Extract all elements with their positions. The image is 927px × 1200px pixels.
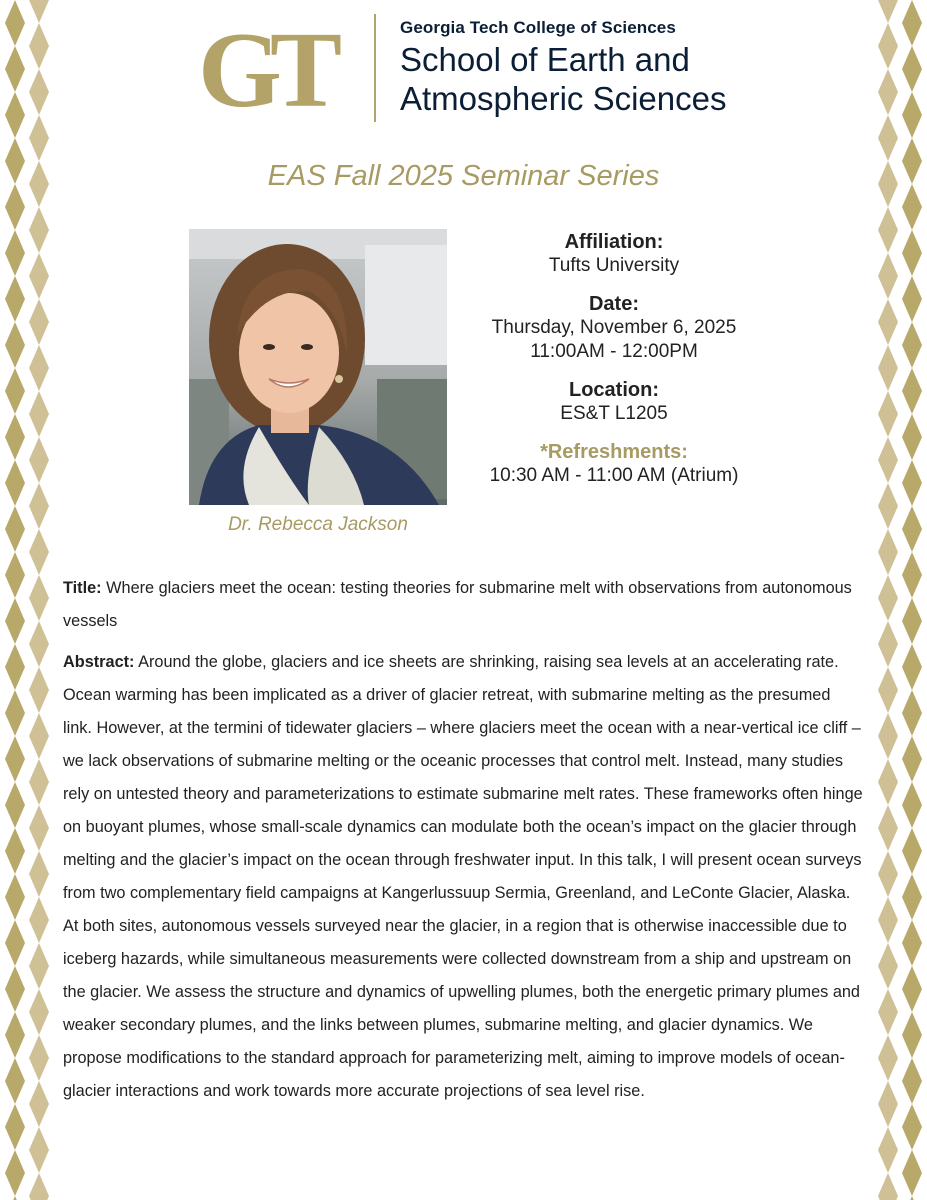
svg-text:GT: GT	[197, 14, 331, 120]
college-name: Georgia Tech College of Sciences	[400, 18, 676, 37]
logo-divider	[374, 14, 376, 122]
date-value: Thursday, November 6, 2025	[491, 317, 737, 338]
refreshments-block	[464, 441, 764, 488]
school-name-line2: Atmospheric Sciences	[400, 80, 727, 117]
speaker-photo	[189, 229, 447, 505]
location-block	[464, 379, 764, 426]
location-value: ES&T L1205	[560, 403, 668, 424]
date-block	[464, 293, 764, 364]
abstract-label: Abstract:	[63, 653, 135, 671]
event-info	[464, 231, 764, 503]
time-value: 11:00AM - 12:00PM	[530, 341, 698, 362]
affiliation-value: Tufts University	[548, 255, 680, 276]
refreshments-label: *Refreshments:	[540, 441, 688, 463]
gt-logo	[176, 14, 352, 120]
affiliation-label: Affiliation:	[564, 231, 664, 253]
title-text: Where glaciers meet the ocean: testing theories for submarine melt with observations from autonomous vessels	[63, 579, 852, 630]
title-label: Title:	[63, 579, 102, 597]
header-text	[400, 18, 726, 116]
talk-title	[63, 572, 863, 638]
series-title: EAS Fall 2025 Seminar Series	[267, 160, 660, 192]
location-label: Location:	[569, 379, 659, 401]
date-label: Date:	[588, 293, 639, 315]
abstract-text: Around the globe, glaciers and ice sheets are shrinking, raising sea levels at an accelerating rate. Ocean warming has been implicated as a driver of glacier retreat, with submarine melting as the presumed link. However, at the termini of tidewater glaciers – where glaciers meet the ocean with a near-vertical ice cliff – we lack observations of submarine melting or the oceanic processes that control melt. Instead, many studies rely on untested theory and parameterizations to estimate submarine melt rates. These frameworks often hinge on buoyant plumes, whose small-scale dynamics can modulate both the ocean’s impact on the glacier through melting and the glacier’s impact on the ocean through freshwater input. In this talk, I will present ocean surveys from two complementary field campaigns at Kangerlussuup Sermia, Greenland, and LeConte Glacier, Alaska. At both sites, autonomous vessels surveyed near the glacier, in a region that is otherwise inaccessible due to iceberg hazards, while simultaneous measurements were collected downstream from a ship and upstream on the glacier. We assess the structure and dynamics of upwelling plumes, both the energetic primary plumes and weaker secondary plumes, and the links between plumes, submarine melting, and glacier dynamics. We propose modifications to the standard approach for parameterizing melt, aiming to improve models of ocean-glacier interactions and work towards more accurate projections of sea level rise.	[63, 653, 863, 1100]
speaker-name: Dr. Rebecca Jackson	[228, 514, 408, 535]
talk-abstract	[63, 646, 863, 1108]
refreshments-value: 10:30 AM - 11:00 AM (Atrium)	[489, 465, 739, 486]
school-name-line1: School of Earth and	[400, 41, 690, 78]
affiliation-block	[464, 231, 764, 278]
